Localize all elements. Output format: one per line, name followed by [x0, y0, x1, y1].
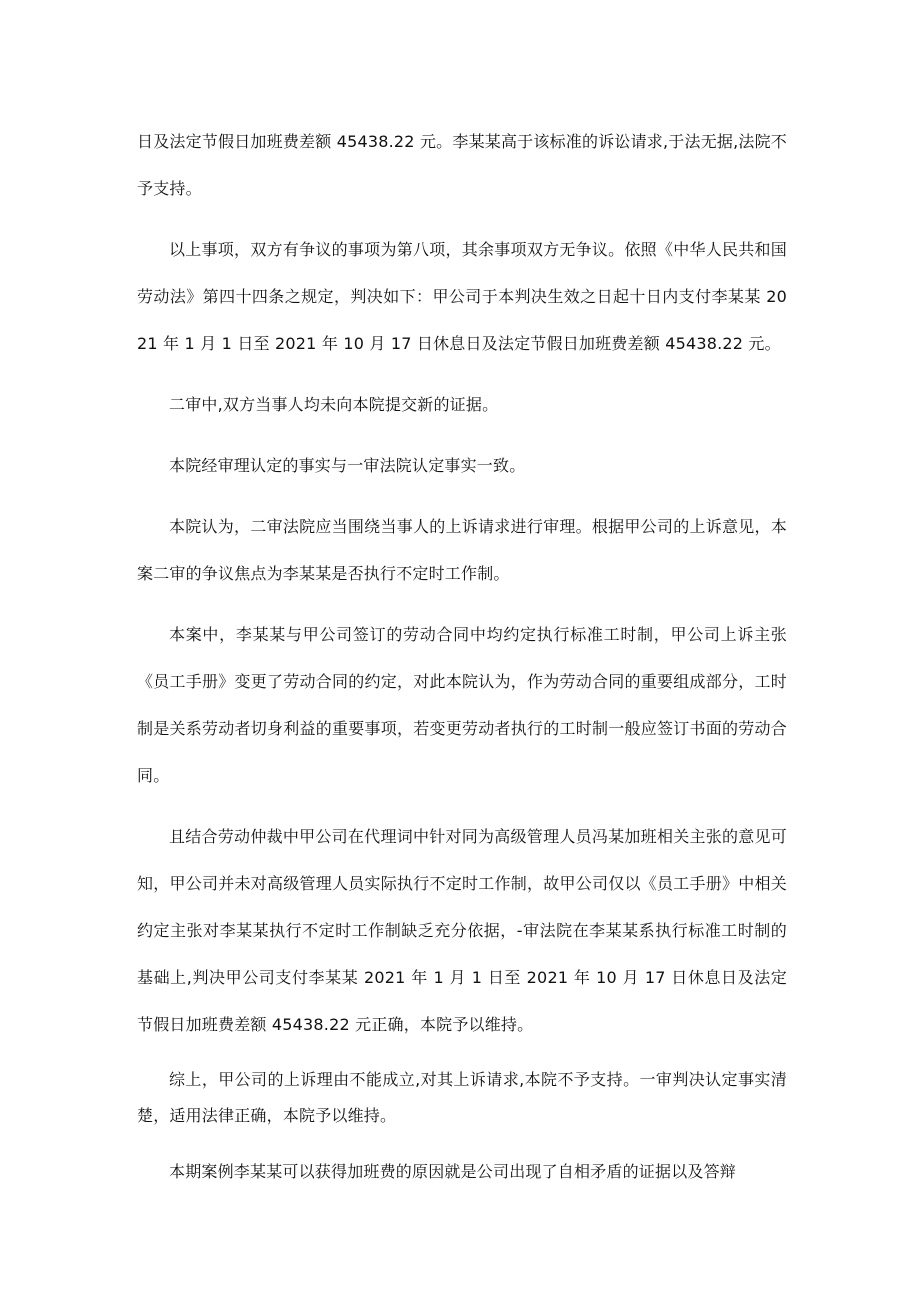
- paragraph-arbitration-analysis: 且结合劳动仲裁中甲公司在代理词中针对同为高级管理人员冯某加班相关主张的意见可知，甲公司并未对高级管理人员实际执行不定时工作制，故甲公司仅以《员工手册》中相关约定主张对李某某执行不定时工作制缺乏充分依据，-审法院在李某某系执行标准工时制的基础上,判决甲公司支付李某某 2021 年 1 月 1 日至 2021 年 10 月 17 日休息日及法定节假日加班费差额 45438.22 元正确，本院予以维持。: [137, 827, 787, 1034]
- paragraph-facts-consistent: 本院经审理认定的事实与一审法院认定事实一致。: [169, 456, 526, 475]
- paragraph-conclusion: 综上，甲公司的上诉理由不能成立,对其上诉请求,本院不予支持。一审判决认定事实清楚，适用法律正确，本院予以维持。: [137, 1070, 787, 1125]
- paragraph-continuation: 日及法定节假日加班费差额 45438.22 元。李某某高于该标准的诉讼请求,于法无据,法院不予支持。: [137, 132, 787, 198]
- paragraph-court-opinion: 本院认为，二审法院应当围绕当事人的上诉请求进行审理。根据甲公司的上诉意见，本案二审的争议焦点为李某某是否执行不定时工作制。: [137, 517, 787, 583]
- paragraph-contract-analysis: 本案中，李某某与甲公司签订的劳动合同中均约定执行标准工时制，甲公司上诉主张《员工手册》变更了劳动合同的约定，对此本院认为，作为劳动合同的重要组成部分，工时制是关系劳动者切身利益的重要事项，若变更劳动者执行的工时制一般应签订书面的劳动合同。: [137, 625, 787, 785]
- paragraph-no-new-evidence: 二审中,双方当事人均未向本院提交新的证据。: [169, 395, 499, 414]
- document-page: [137, 118, 787, 1195]
- paragraph-case-commentary: 本期案例李某某可以获得加班费的原因就是公司出现了自相矛盾的证据以及答辩: [169, 1162, 737, 1181]
- paragraph-judgment-summary: 以上事项，双方有争议的事项为第八项，其余事项双方无争议。依照《中华人民共和国劳动法》第四十四条之规定，判决如下：甲公司于本判决生效之日起十日内支付李某某 2021 年 1 月 1 日至 2021 年 10 月 17 日休息日及法定节假日加班费差额 45438.22 元。: [137, 240, 787, 353]
